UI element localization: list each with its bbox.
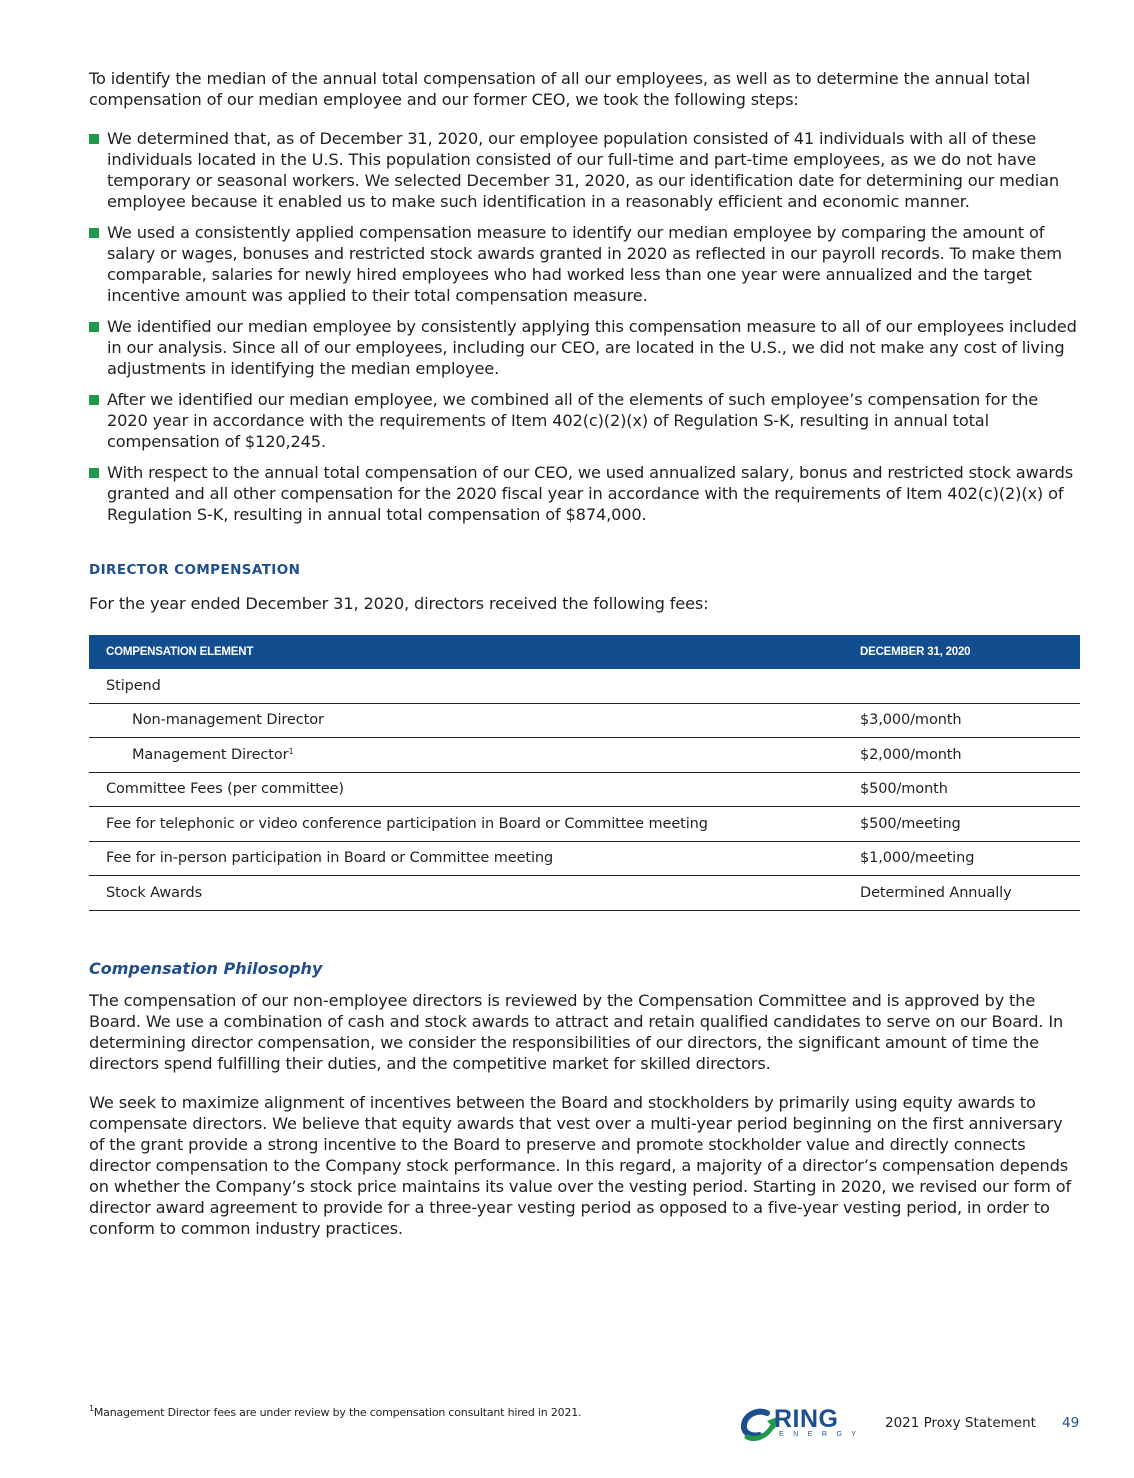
philosophy-paragraph: We seek to maximize alignment of incentives between the Board and stockholders by primarily using equity awards to compensate directors. We believe that equity awards that vest over a multi-year period beginning on the first anniversary of the grant provide a strong incentive to the Board to preserve and promote stockholder value and directly connects director compensation to the Company stock performance. In this regard, a majority of a director’s compensation depends on whether the Company’s stock price maintains its value over the vesting period. Starting in 2020, we revised our form of director award agreement to provide for a three-year vesting period as opposed to a five-year vesting period, in order to conform to common industry practices. [89, 1093, 1072, 1238]
table-row: Stock Awards Determined Annually [89, 876, 1080, 911]
column-header-date: DECEMBER 31, 2020 [843, 635, 1080, 669]
list-item: We determined that, as of December 31, 2020, our employee population consisted of 41 individuals with all of these individuals located in the U.S. This population consisted of our full-time and part-time employees, as we do not have temporary or seasonal workers. We selected December 31, 2020, as our identification date for determining our median employee because it enabled us to make such identification in a reasonably efficient and economic manner. [89, 128, 1080, 212]
green-square-bullet-icon [89, 228, 99, 238]
logo-subtitle: ENERGY [779, 1431, 866, 1438]
table-row: Non-management Director $3,000/month [89, 703, 1080, 738]
list-item: We identified our median employee by consistently applying this compensation measure to all of our employees included in our analysis. Since all of our employees, including our CEO, are located in the U.S., we did not make any cost of living adjustments in identifying the median employee. [89, 316, 1080, 379]
table-row: Management Director$^1$ $2,000/month [89, 738, 1080, 773]
green-square-bullet-icon [89, 322, 99, 332]
table-row: Stipend [89, 669, 1080, 703]
green-square-bullet-icon [89, 395, 99, 405]
column-header-element: COMPENSATION ELEMENT [89, 635, 843, 669]
table-header-row [89, 635, 1080, 669]
document-title: 2021 Proxy Statement [885, 1415, 1036, 1431]
steps-list [89, 128, 1080, 535]
fees-intro-text: For the year ended December 31, 2020, directors received the following fees: [89, 594, 709, 613]
footnote-marker: 1 [89, 1404, 94, 1413]
logo-wordmark: RING [774, 1405, 839, 1433]
section-heading-director-compensation: DIRECTOR COMPENSATION [89, 562, 301, 578]
table-row: Fee for telephonic or video conference participation in Board or Committee meeting $500/meeting [89, 807, 1080, 842]
table-row: Fee for in-person participation in Board or Committee meeting $1,000/meeting [89, 841, 1080, 876]
page-footer [741, 1405, 1080, 1445]
intro-paragraph: To identify the median of the annual total compensation of all our employees, as well as to determine the annual total compensation of our median employee and our former CEO, we took the following steps: [89, 69, 1031, 109]
list-item: We used a consistently applied compensation measure to identify our median employee by comparing the amount of salary or wages, bonuses and restricted stock awards granted in 2020 as reflected in our payroll records. To make them comparable, salaries for newly hired employees who had worked less than one year were annualized and the target incentive amount was applied to their total compensation measure. [89, 222, 1080, 306]
page-number: 49 [1062, 1415, 1080, 1431]
footnote-marker: 1 [288, 746, 294, 756]
green-square-bullet-icon [89, 468, 99, 478]
list-item: With respect to the annual total compensation of our CEO, we used annualized salary, bonus and restricted stock awards granted and all other compensation for the 2020 fiscal year in accordance with the requirements of Item 402(c)(2)(x) of Regulation S-K, resulting in annual total compensation of $874,000. [89, 462, 1080, 525]
green-square-bullet-icon [89, 134, 99, 144]
footnote: $^1$Management Director fees are under review by the compensation consultant hired in 2021. [89, 1404, 582, 1419]
ring-energy-logo [741, 1405, 866, 1443]
philosophy-paragraph: The compensation of our non-employee directors is reviewed by the Compensation Committee and is approved by the Board. We use a combination of cash and stock awards to attract and retain qualified candidates to serve on our Board. In determining director compensation, we consider the responsibilities of our directors, the significant amount of time the directors spend fulfilling their duties, and the competitive market for skilled directors. [89, 991, 1064, 1073]
list-item: After we identified our median employee, we combined all of the elements of such employee’s compensation for the 2020 year in accordance with the requirements of Item 402(c)(2)(x) of Regulation S-K, resulting in annual total compensation of $120,245. [89, 389, 1080, 452]
director-fees-table [89, 635, 1080, 911]
table-row: Committee Fees (per committee) $500/month [89, 772, 1080, 807]
subheading-compensation-philosophy: Compensation Philosophy [89, 959, 323, 978]
